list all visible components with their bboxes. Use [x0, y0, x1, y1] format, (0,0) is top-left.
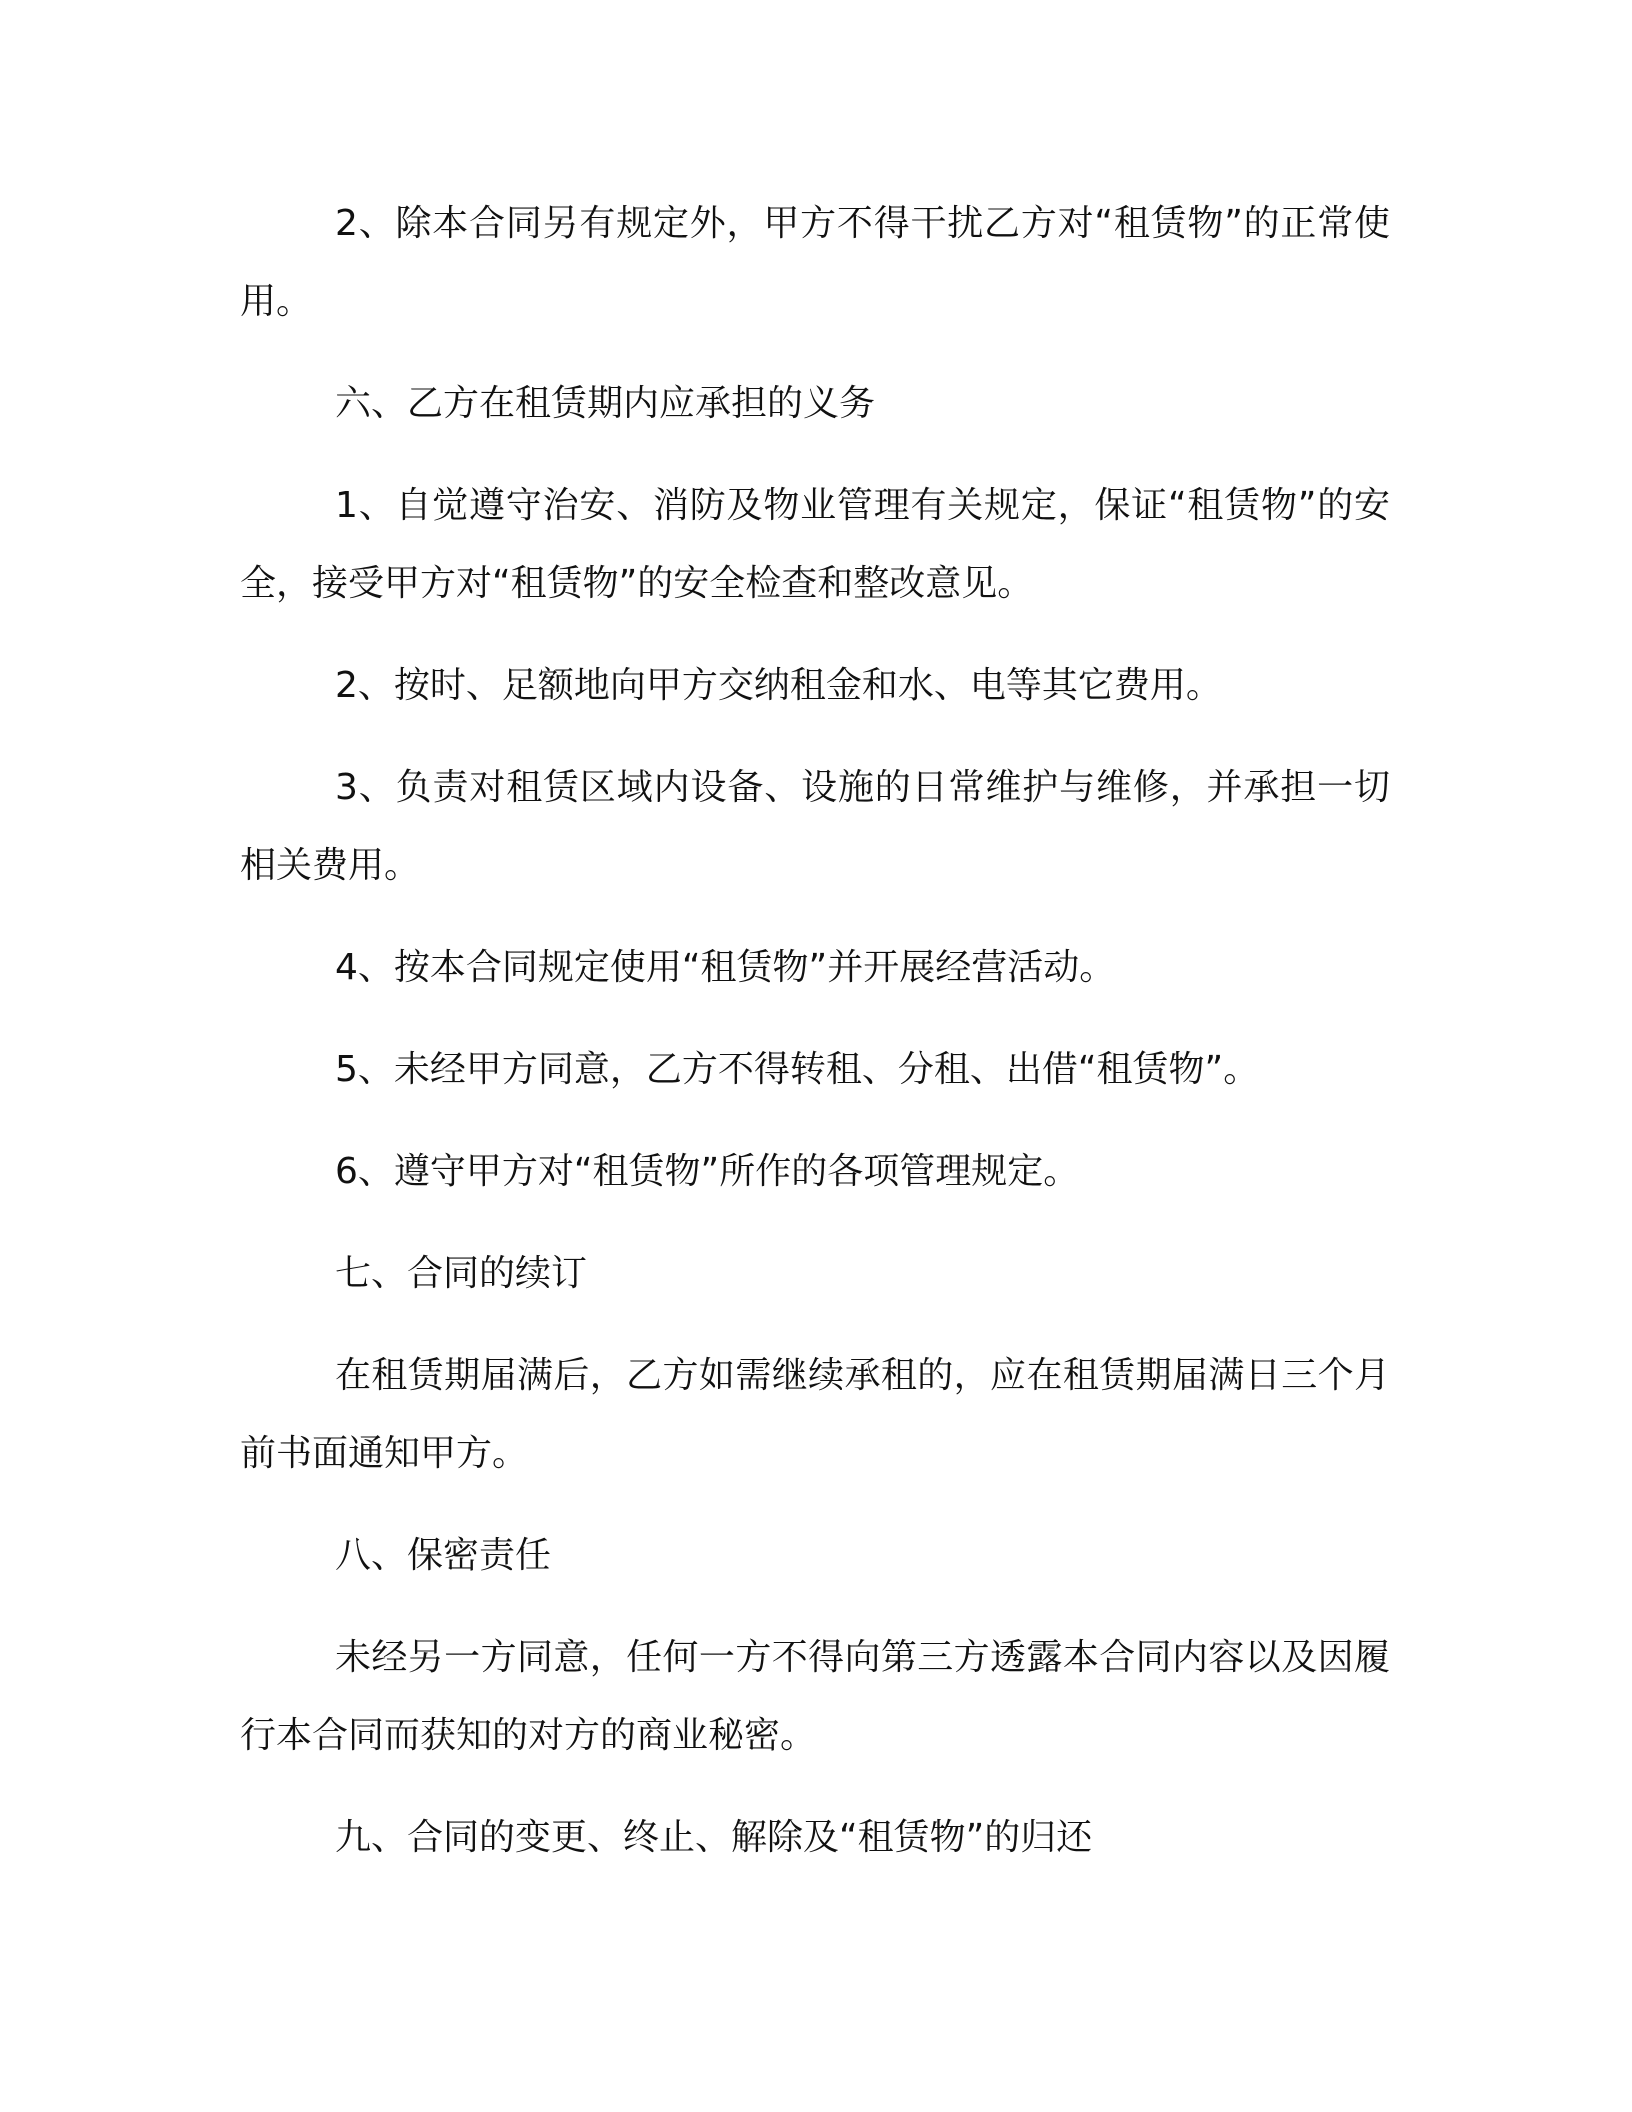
document-body [240, 185, 1390, 1901]
paragraph-2-interference: 2、除本合同另有规定外，甲方不得干扰乙方对“租赁物”的正常使用。 [240, 203, 1390, 322]
paragraph-5-sublease: 5、未经甲方同意，乙方不得转租、分租、出借“租赁物”。 [335, 1049, 1260, 1090]
paragraph-confidentiality: 未经另一方同意，任何一方不得向第三方透露本合同内容以及因履行本合同而获知的对方的商业秘密。 [240, 1637, 1390, 1756]
paragraph-renewal: 在租赁期届满后，乙方如需继续承租的，应在租赁期届满日三个月前书面通知甲方。 [240, 1355, 1390, 1474]
paragraph-6-rules: 6、遵守甲方对“租赁物”所作的各项管理规定。 [335, 1151, 1080, 1192]
section-heading-6: 六、乙方在租赁期内应承担的义务 [335, 383, 876, 424]
paragraph-4-usage: 4、按本合同规定使用“租赁物”并开展经营活动。 [335, 947, 1116, 988]
paragraph-1-safety: 1、自觉遵守治安、消防及物业管理有关规定，保证“租赁物”的安全，接受甲方对“租赁物”的安全检查和整改意见。 [240, 485, 1390, 604]
paragraph-2-payment: 2、按时、足额地向甲方交纳租金和水、电等其它费用。 [335, 665, 1222, 706]
section-heading-9: 九、合同的变更、终止、解除及“租赁物”的归还 [335, 1817, 1093, 1858]
section-heading-7: 七、合同的续订 [335, 1253, 588, 1294]
paragraph-3-maintenance: 3、负责对租赁区域内设备、设施的日常维护与维修，并承担一切相关费用。 [240, 767, 1390, 886]
section-heading-8: 八、保密责任 [335, 1535, 552, 1576]
